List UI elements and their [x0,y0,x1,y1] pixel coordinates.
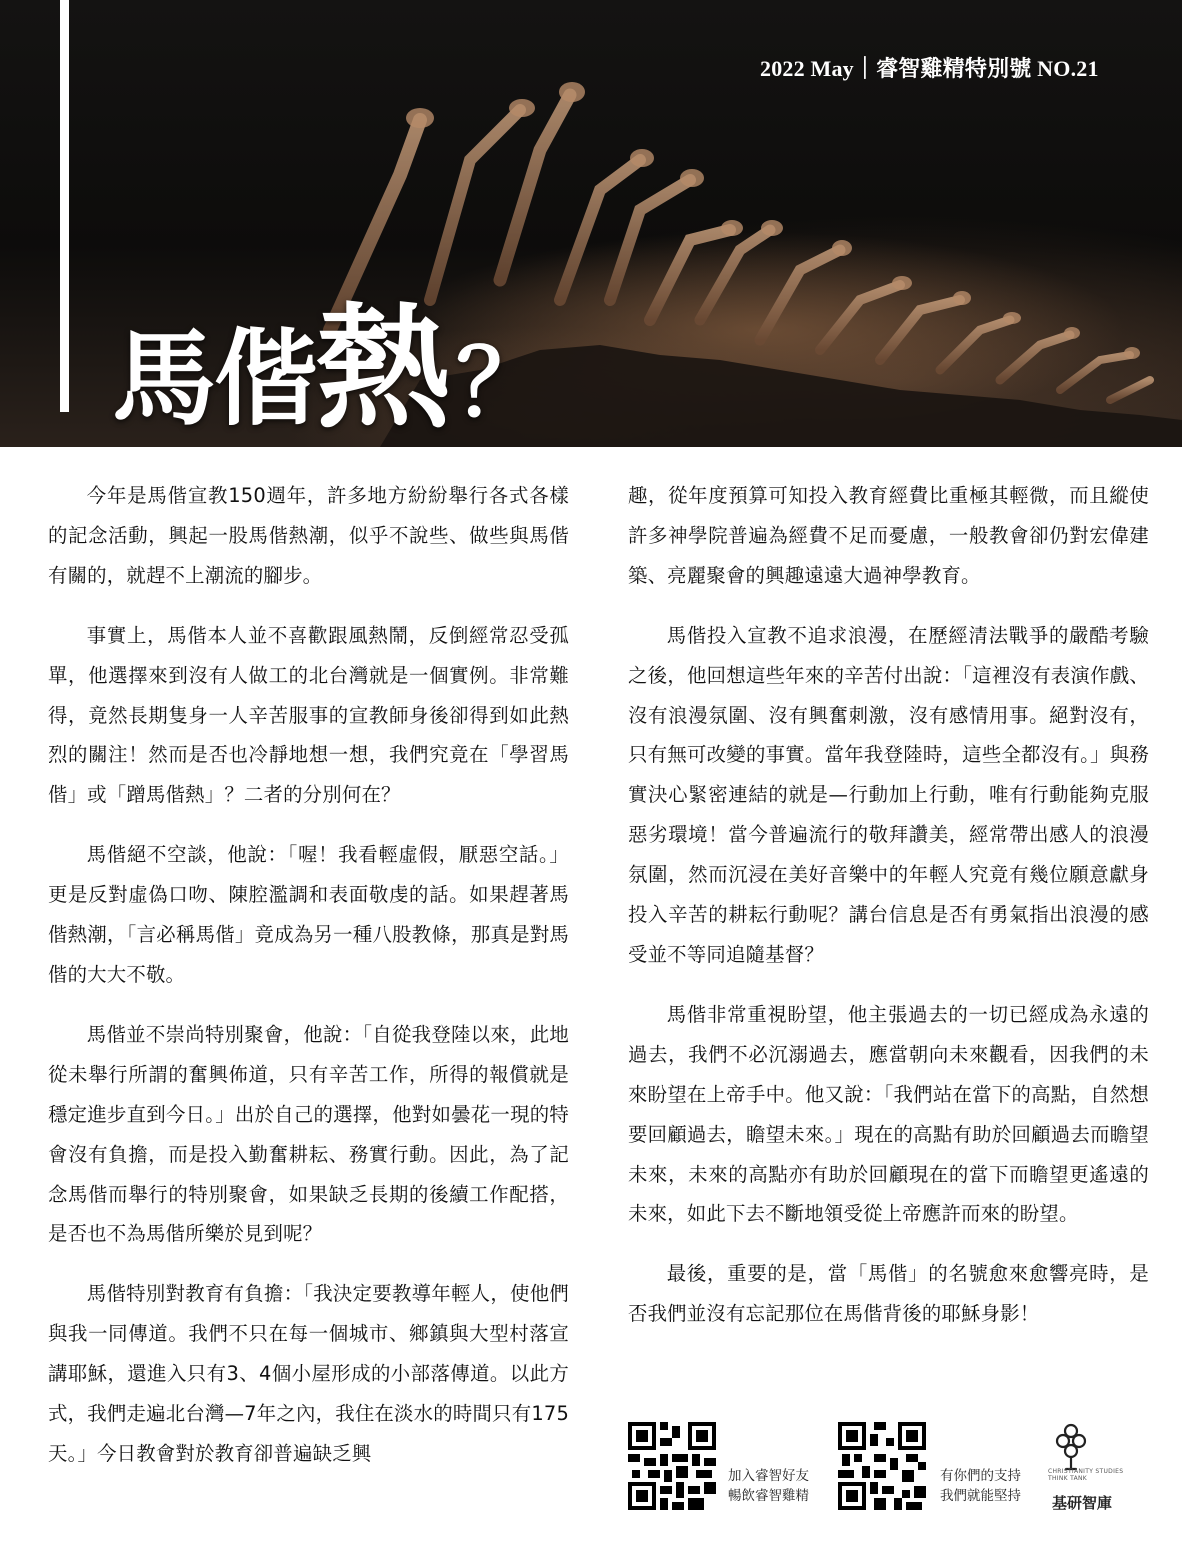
issue-line: 2022 May｜睿智雞精特別號 NO.21 [760,56,1099,81]
paragraph: 事實上，馬偕本人並不喜歡跟風熱鬧，反倒經常忍受孤單，他選擇來到沒有人做工的北台灣就是一個實例。非常難得，竟然長期隻身一人辛苦服事的宣教師身後卻得到如此熱烈的關注！然而是否也冷靜地想一想，我們究竟在「學習馬偕」或「蹭馬偕熱」？二者的分別何在？ [48,623,569,807]
logo-subtitle-line: CHRISTIANITY STUDIES [1048,1468,1124,1475]
accent-vertical-line [60,0,69,412]
qr2-caption-line: 有你們的支持 [940,1468,1021,1484]
qr2-caption-line: 我們就能堅持 [940,1488,1021,1504]
qr1-caption [728,1466,809,1506]
title-part-3: ？ [456,330,549,437]
logo-subtitle-line: THINK TANK [1048,1475,1088,1482]
article-left-column [48,476,569,1494]
paragraph: 馬偕投入宣教不追求浪漫，在歷經清法戰爭的嚴酷考驗之後，他回想這些年來的辛苦付出說：「這裡沒有表演作戲、沒有浪漫氛圍、沒有興奮刺激，沒有感情用事。絕對沒有，只有無可改變的事實。當年我登陸時，這些全都沒有。」與務實決心緊密連結的就是—行動加上行動，唯有行動能夠克服惡劣環境！當今普遍流行的敬拜讚美，經常帶出感人的浪漫氛圍，然而沉浸在美好音樂中的年輕人究竟有幾位願意獻身投入辛苦的耕耘行動呢？講台信息是否有勇氣指出浪漫的感受並不等同追隨基督？ [628,623,1149,966]
paragraph: 馬偕並不崇尚特別聚會，他說：「自從我登陸以來，此地從未舉行所謂的奮興佈道，只有辛苦工作，所得的報償就是穩定進步直到今日。」出於自己的選擇，他對如曇花一現的特會沒有負擔，而是投入勤奮耕耘、務實行動。因此，為了記念馬偕而舉行的特別聚會，如果缺乏長期的後續工作配搭，是否也不為馬偕所樂於見到呢？ [48,1022,569,1246]
page-title [112,262,548,447]
qr2-caption [940,1466,1021,1506]
qr1-caption-line: 加入睿智好友 [728,1468,809,1484]
article-right-column [628,476,1149,1354]
paragraph: 馬偕絕不空談，他說：「喔！我看輕虛假，厭惡空話。」更是反對虛偽口吻、陳腔濫調和表面敬虔的話。如果趕著馬偕熱潮，「言必稱馬偕」竟成為另一種八股教條，那真是對馬偕的大大不敬。 [48,843,569,986]
knot-logo-icon [1036,1423,1106,1471]
paragraph: 馬偕非常重視盼望，他主張過去的一切已經成為永遠的過去，我們不必沉溺過去，應當朝向未來觀看，因我們的未來盼望在上帝手中。他又說：「我們站在當下的高點，自然想要回顧過去，瞻望未來。」現在的高點有助於回顧過去而瞻望未來，未來的高點亦有助於回顧現在的當下而瞻望更遙遠的未來，如此下去不斷地領受從上帝應許而來的盼望。 [628,1002,1149,1226]
paragraph: 馬偕特別對教育有負擔：「我決定要教導年輕人，使他們與我一同傳道。我們不只在每一個城市、鄉鎮與大型村落宣講耶穌，還進入只有3、4個小屋形成的小部落傳道。以此方式，我們走遍北台灣—7年之內，我住在淡水的時間只有175天。」今日教會對於教育卻普遍缺乏興 [48,1282,569,1465]
logo-subtitle [1048,1468,1123,1482]
paragraph-continuation: 趣，從年度預算可知投入教育經費比重極其輕微，而且縱使許多神學院普遍為經費不足而憂慮，一般教會卻仍對宏偉建築、亮麗聚會的興趣遠遠大過神學教育。 [628,484,1149,587]
qr1-caption-line: 暢飲睿智雞精 [728,1488,809,1504]
paragraph: 最後，重要的是，當「馬偕」的名號愈來愈響亮時，是否我們並沒有忘記那位在馬偕背後的耶穌身影！ [628,1262,1149,1326]
logo-name: 基研智庫 [1052,1494,1113,1512]
header-banner [0,0,1182,447]
paragraph: 今年是馬偕宣教150週年，許多地方紛紛舉行各式各樣的記念活動，興起一股馬偕熱潮，似乎不說些、做些與馬偕有關的，就趕不上潮流的腳步。 [48,484,569,587]
qr-code-icon[interactable] [628,1422,716,1510]
title-part-2: 熱 [316,291,451,447]
qr-code-icon[interactable] [838,1422,926,1510]
title-part-1: 馬偕 [112,318,317,440]
